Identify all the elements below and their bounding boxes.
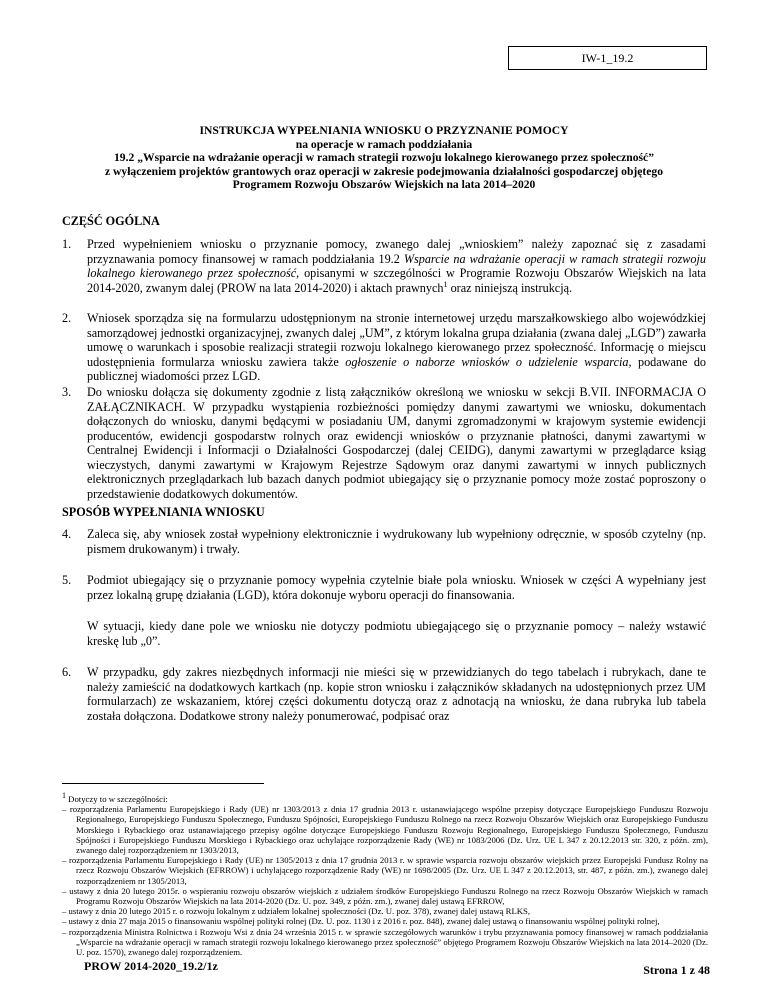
footnote-item: – rozporządzenia Parlamentu Europejskiego i Rady (UE) nr 1305/2013 z dnia 17 grudnia 2013 r. w sprawie wsparcia rozwoju obszarów wiejskich przez Europejski Fundusz Rolny na rzecz Rozwoju Obszarów Wiejskich (EFRROW) i uchylającego rozporządzenie Rady (WE) nr 1698/2005 (Dz. Urz. UE L 347 z 20.12.2013, str. 487, z późn. zm.), zwanego dalej rozporządzeniem nr 1305/2013, (62, 855, 708, 886)
section-heading-filling: SPOSÓB WYPEŁNIANIA WNIOSKU (62, 505, 265, 519)
paragraph-number: 1. (62, 237, 72, 251)
paragraph-5 (62, 573, 706, 602)
italic-program-name: Wsparcie na wdrażanie operacji w ramach strategii rozwoju lokalnego kierowanego przez społeczność (87, 251, 706, 280)
paragraph-text: Przed wypełnieniem wniosku o przyznanie pomocy, zwanego dalej „wnioskiem” należy zapoznać się z zasadami przyznawania pomocy finansowej w ramach poddziałania 19.2 Wsparcie na wdrażanie operacji w ramach strategii rozwoju lokalnego kierowanego przez społeczność, opisanymi w szczególności w Programie Rozwoju Obszarów Wiejskich na lata 2014-2020, zwanym dalej (PROW na lata 2014-2020) i aktach prawnych$^1$ oraz niniejszą instrukcją. (87, 237, 706, 295)
paragraph-number: 5. (62, 573, 72, 587)
footer-page-number: Strona 1 z 48 (643, 963, 710, 977)
paragraph-text: Podmiot ubiegający się o przyznanie pomocy wypełnia czytelnie białe pola wniosku. Wniosek w części A wypełniany jest przez lokalną grupę działania (LGD), która dokonuje wyboru operacji do finansowania. (87, 573, 706, 602)
paragraph-number: 2. (62, 311, 72, 325)
paragraph-text: Do wniosku dołącza się dokumenty zgodnie z listą załączników określoną we wniosku w sekcji B.VII. INFORMACJA O ZAŁĄCZNIKACH. W przypadku wystąpienia rozbieżności pomiędzy danymi zawartymi we wniosku, dokumentach dołączonych do wniosku, danymi będącymi w posiadaniu UM, danymi zgromadzonymi w krajowym systemie ewidencji producentów, ewidencji gospodarstw rolnych oraz ewidencji wniosków o przyznanie płatności, danymi zawartymi w Centralnej Ewidencji i Informacji o Działalności Gospodarczej (dalej CEIDG), danymi zawartymi w przeglądarce ksiąg wieczystych, danymi zawartymi w Krajowym Rejestrze Sądowym oraz danymi zawartymi w innych publicznych elektronicznych przeglądarkach lub bazach danych podmiot ubiegający się o przyznanie pomocy może zostać poproszony o przedstawienie dodatkowych dokumentów. (87, 385, 706, 501)
footnote-item: – ustawy z dnia 27 maja 2015 o finansowaniu wspólnej polityki rolnej (Dz. U. poz. 1130 i z 2016 r. poz. 848), zwanej dalej ustawą o finansowaniu wspólnej polityki rolnej, (62, 916, 660, 927)
footnote-item: – ustawy z dnia 20 lutego 2015r. o wspieraniu rozwoju obszarów wiejskich z udziałem środków Europejskiego Funduszu Rolnego na rzecz Rozwoju Obszarów Wiejskich w ramach Programu Rozwoju Obszarów Wiejskich na lata 2014-2020 (Dz. U. poz. 349, z późn. zm.), zwanej dalej ustawą EFRROW, (62, 885, 708, 906)
footnote-item: – rozporządzenia Ministra Rolnictwa i Rozwoju Wsi z dnia 24 września 2015 r. w sprawie szczegółowych warunków i trybu przyznawania pomocy finansowej w ramach poddziałania „Wsparcie na wdrażanie operacji w ramach strategii rozwoju lokalnego kierowanego przez społeczność” objętego Programem Rozwoju Obszarów Wiejskich na lata 2014–2020 (Dz. U. poz. 1570), zwanego dalej rozporządzeniem. (62, 926, 708, 957)
title-line-4: z wyłączeniem projektów grantowych oraz operacji w zakresie podejmowania działalności gospodarczej objętego (104, 164, 664, 178)
paragraph-5-continuation: W sytuacji, kiedy dane pole we wniosku nie dotyczy podmiotu ubiegającego się o przyznanie pomocy – należy wstawić kreskę lub „0”. (87, 619, 706, 648)
footnote-item: – rozporządzenia Parlamentu Europejskiego i Rady (UE) nr 1303/2013 z dnia 17 grudnia 2013 r. ustanawiającego wspólne przepisy dotyczące Europejskiego Funduszu Rozwoju Regionalnego, Europejskiego Funduszu Społecznego, Funduszu Spójności, Europejskiego Funduszu Rolnego na rzecz Rozwoju Obszarów Wiejskich oraz Europejskiego Funduszu Morskiego i Rybackiego oraz ustanawiającego przepisy ogólne dotyczące Europejskiego Funduszu Rozwoju Regionalnego, Europejskiego Funduszu Społecznego, Funduszu Spójności i Europejskiego Funduszu Morskiego i Rybackiego oraz uchylające rozporządzenie Rady (WE) nr 1083/2006 (Dz. Urz. UE L 347 z 20.12.2013 str. 320, z późn. zm), zwanego dalej rozporządzeniem nr 1303/2013, (62, 804, 708, 855)
paragraph-number: 4. (62, 527, 72, 541)
footnote-heading: $^1$ Dotyczy to w szczególności: (62, 791, 168, 804)
page-footer (84, 959, 714, 975)
document-title (40, 124, 728, 192)
footnote-separator (62, 783, 264, 784)
title-line-5: Programem Rozwoju Obszarów Wiejskich na lata 2014–2020 (232, 178, 536, 192)
title-line-1: INSTRUKCJA WYPEŁNIANIA WNIOSKU O PRZYZNANIE POMOCY (199, 124, 569, 137)
paragraph-3 (62, 385, 706, 501)
paragraph-2 (62, 311, 706, 384)
document-code-box (508, 46, 707, 70)
footnotes (62, 791, 708, 957)
paragraph-4 (62, 527, 706, 556)
paragraph-number: 3. (62, 385, 72, 399)
paragraph-1 (62, 237, 706, 295)
italic-announcement: ogłoszenie o naborze wniosków o udzielenie wsparcia (345, 354, 629, 369)
paragraph-text: Wniosek sporządza się na formularzu udostępnionym na stronie internetowej urzędu marszałkowskiego albo wojewódzkiej samorządowej jednostki organizacyjnej, zwanych dalej „UM”, z którym lokalna grupa działania (zwana dalej „LGD”) zawarła umowę o warunkach i sposobie realizacji strategii rozwoju lokalnego kierowanego przez społeczność. Informację o miejscu udostępnienia formularza wniosku zawiera także ogłoszenie o naborze wniosków o udzielenie wsparcia, podawane do publicznej wiadomości przez LGD. (87, 311, 707, 383)
footnote-item: – ustawy z dnia 20 lutego 2015 r. o rozwoju lokalnym z udziałem lokalnej społeczności (Dz. U. poz. 378), zwanej dalej ustawą RLKS, (62, 906, 531, 917)
title-line-3: 19.2 „Wsparcie na wdrażanie operacji w ramach strategii rozwoju lokalnego kierowanego przez społeczność” (114, 151, 654, 165)
paragraph-6 (62, 665, 706, 723)
paragraph-number: 6. (62, 665, 72, 679)
footnote-number: 1 (62, 791, 66, 800)
section-heading-general: CZĘŚĆ OGÓLNA (62, 214, 160, 228)
paragraph-text: W przypadku, gdy zakres niezbędnych informacji nie mieści się w przewidzianych do tego tabelach i rubrykach, dane te należy zamieścić na dodatkowych kartkach (np. kopie stron wniosku i załączników składanych na udostępnionych przez UM formularzach) ze wskazaniem, której części dokumentu dotyczą oraz z adnotacją na wniosku, że dana rubryka lub tabela została dołączona. Dodatkowe strony należy ponumerować, podpisać oraz (87, 665, 706, 723)
footer-doc-id: PROW 2014-2020_19.2/1z (84, 959, 218, 973)
footnote-ref: 1 (443, 279, 448, 289)
paragraph-text: Zaleca się, aby wniosek został wypełniony elektronicznie i wydrukowany lub wypełniony odręcznie, w sposób czytelny (np. pismem drukowanym) i trwały. (87, 527, 706, 556)
title-line-2: na operacje w ramach poddziałania (295, 137, 473, 151)
document-code: IW-1_19.2 (581, 51, 634, 65)
